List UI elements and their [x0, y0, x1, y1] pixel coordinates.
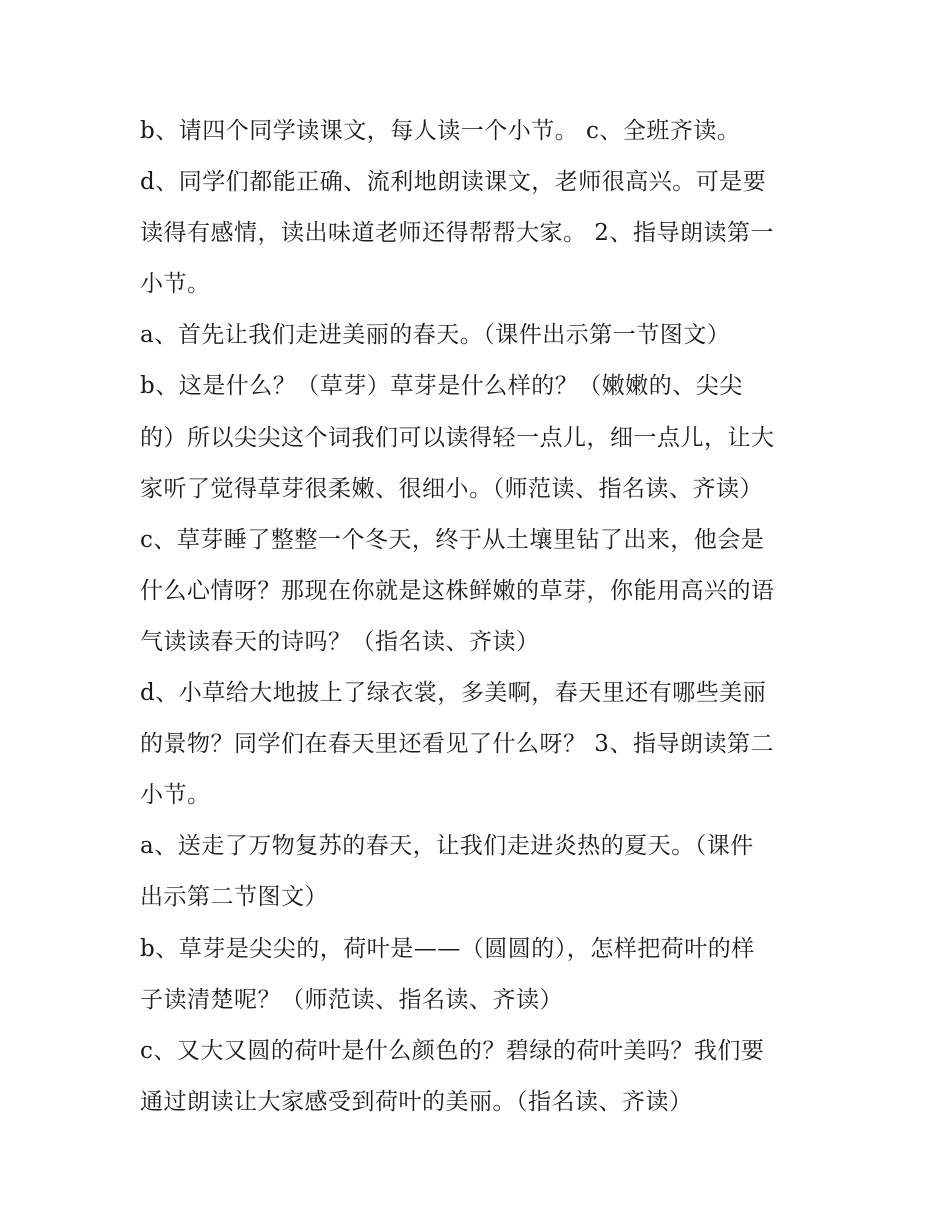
text-line: a、首先让我们走进美丽的春天。（课件出示第一节图文）: [140, 322, 731, 349]
text-line: 什么心情呀？那现在你就是这株鲜嫩的草芽，你能用高兴的语: [140, 577, 775, 604]
text-line: a、送走了万物复苏的春天，让我们走进炎热的夏天。（课件: [140, 833, 754, 860]
text-line: 小节。: [140, 271, 211, 298]
text-line: 通过朗读让大家感受到荷叶的美丽。（指名读、齐读）: [140, 1088, 693, 1115]
text-line: 子读清楚呢？（师范读、指名读、齐读）: [140, 986, 563, 1013]
text-line: b、草芽是尖尖的，荷叶是——（圆圆的），怎样把荷叶的样: [140, 935, 755, 962]
text-line: b、这是什么？（草芽）草芽是什么样的？（嫩嫩的、尖尖: [140, 373, 743, 400]
text-line: 读得有感情，读出味道老师还得帮帮大家。 2、指导朗读第一: [140, 220, 774, 247]
text-line: d、小草给大地披上了绿衣裳，多美啊，春天里还有哪些美丽: [140, 680, 767, 707]
text-line: d、同学们都能正确、流利地朗读课文，老师很高兴。可是要: [140, 169, 767, 196]
text-line: 的）所以尖尖这个词我们可以读得轻一点儿，细一点儿，让大: [140, 424, 775, 451]
text-line: b、请四个同学读课文，每人读一个小节。 c、全班齐读。: [140, 118, 741, 144]
body-text: [140, 106, 830, 1128]
text-line: 出示第二节图文）: [140, 884, 328, 911]
text-line: 家听了觉得草芽很柔嫩、很细小。（师范读、指名读、齐读）: [140, 475, 763, 502]
text-line: 的景物？同学们在春天里还看见了什么呀？ 3、指导朗读第二: [140, 731, 774, 758]
text-line: c、草芽睡了整整一个冬天，终于从土壤里钻了出来，他会是: [140, 526, 765, 553]
text-line: 小节。: [140, 782, 211, 809]
text-line: 气读读春天的诗吗？（指名读、齐读）: [140, 628, 540, 655]
text-line: c、又大又圆的荷叶是什么颜色的？碧绿的荷叶美吗？我们要: [140, 1037, 765, 1064]
